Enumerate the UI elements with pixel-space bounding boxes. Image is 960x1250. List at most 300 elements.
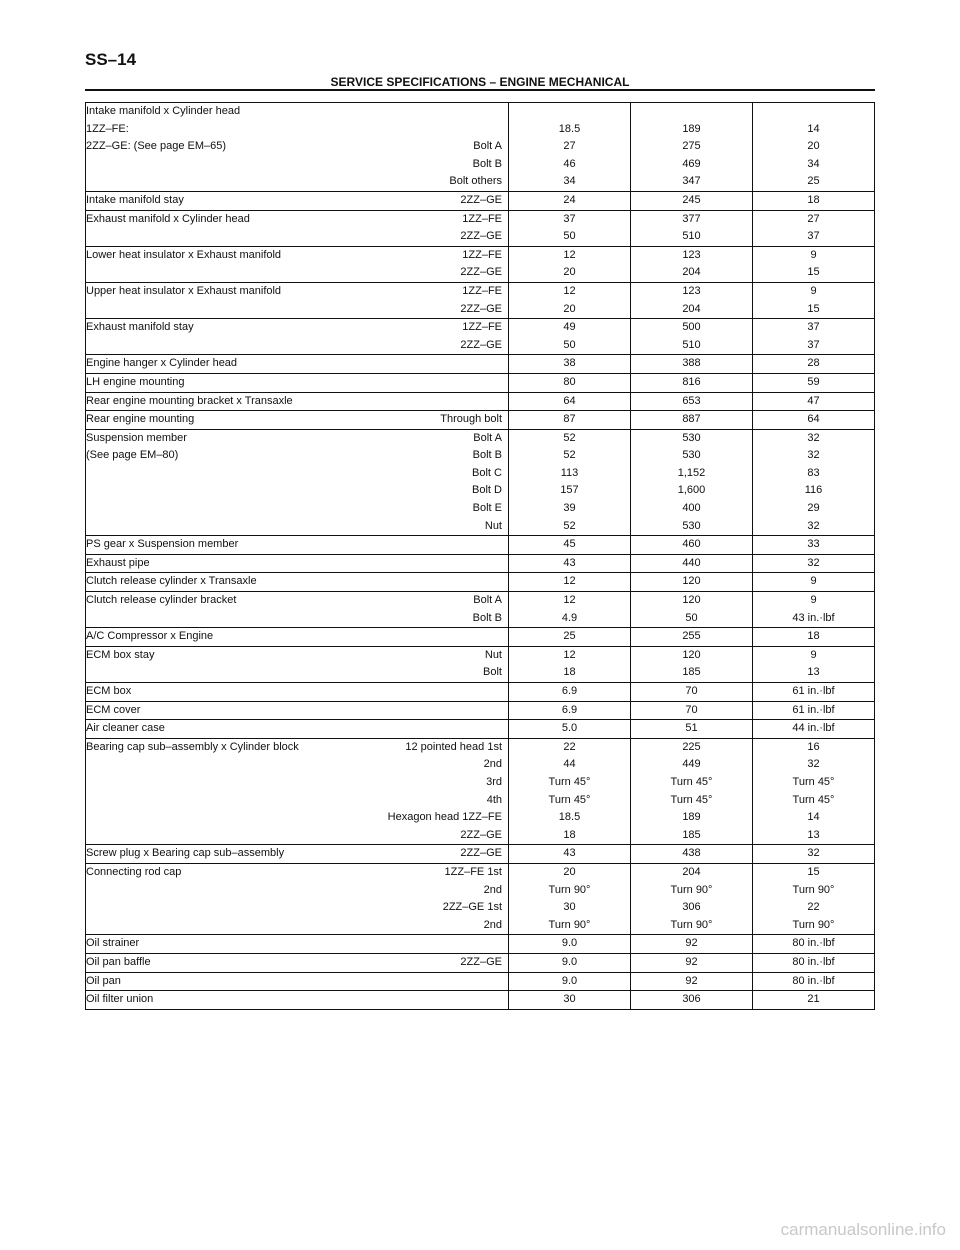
item-condition: Bolt D	[472, 484, 502, 497]
value-cell-ft	[753, 191, 875, 210]
item-condition-list	[460, 211, 502, 246]
value-cell-ft	[753, 953, 875, 972]
value-cell-nm	[509, 683, 631, 702]
value-cell-ft	[753, 411, 875, 430]
table-row	[86, 972, 875, 991]
value-ft: 44 in.·lbf	[792, 722, 835, 735]
value-kgf: 225	[682, 740, 701, 753]
value-ft: 32	[807, 519, 820, 532]
value-cell-nm	[509, 972, 631, 991]
item-condition: Nut	[484, 519, 502, 532]
value-nm: 50	[563, 338, 576, 351]
value-nm: 9.0	[561, 937, 578, 950]
value-cell-kgf	[631, 592, 753, 628]
item-cell	[86, 646, 509, 682]
value-ft: 32	[807, 449, 820, 462]
item-cell	[86, 411, 509, 430]
value-cell-kgf	[631, 319, 753, 355]
item-cell	[86, 701, 509, 720]
value-ft: 13	[807, 666, 820, 679]
value-kgf: 185	[682, 666, 701, 679]
item-condition: Bolt B	[472, 611, 502, 624]
item-cell	[86, 210, 509, 246]
item-cell	[86, 246, 509, 282]
item-condition: Bolt A	[473, 140, 502, 153]
value-cell-kgf	[631, 953, 753, 972]
value-kgf: 816	[682, 375, 701, 388]
value-cell-nm	[509, 373, 631, 392]
item-condition: Bolt others	[449, 175, 502, 188]
value-ft: 32	[807, 556, 820, 569]
value-cell-nm	[509, 953, 631, 972]
value-kgf: 189	[682, 122, 701, 135]
table-row	[86, 282, 875, 318]
value-nm: Turn 90°	[548, 918, 591, 931]
item-condition-list	[440, 411, 502, 429]
item-label: Air cleaner case	[86, 722, 165, 735]
item-label: Exhaust manifold x Cylinder head	[86, 212, 250, 225]
value-nm: 22	[563, 740, 576, 753]
table-row	[86, 701, 875, 720]
item-condition: Bolt A	[473, 594, 502, 607]
value-nm: 50	[563, 230, 576, 243]
value-nm: 12	[563, 248, 576, 261]
value-ft: 15	[807, 302, 820, 315]
value-cell-nm	[509, 720, 631, 739]
value-cell-kgf	[631, 701, 753, 720]
value-ft: 116	[804, 484, 823, 497]
value-kgf: 70	[685, 685, 698, 697]
value-nm: 38	[563, 357, 576, 370]
item-label: Intake manifold x Cylinder head	[86, 105, 241, 117]
item-label: LH engine mounting	[86, 375, 185, 388]
table-row	[86, 210, 875, 246]
value-nm: 12	[563, 648, 576, 661]
item-label: PS gear x Suspension member	[86, 538, 239, 551]
value-ft: Turn 45°	[792, 775, 835, 788]
value-cell-ft	[753, 863, 875, 934]
item-condition-list	[483, 647, 502, 682]
value-nm: 52	[563, 431, 576, 444]
torque-spec-body	[86, 103, 875, 1010]
item-condition	[449, 121, 502, 139]
item-label: Rear engine mounting	[86, 413, 195, 426]
item-label: (See page EM–80)	[86, 449, 179, 462]
value-cell-kgf	[631, 935, 753, 954]
value-ft: 27	[807, 212, 820, 225]
value-cell-ft	[753, 536, 875, 555]
value-cell-nm	[509, 355, 631, 374]
value-kgf: 51	[685, 722, 698, 735]
value-cell-ft	[753, 246, 875, 282]
value-ft: 20	[807, 140, 820, 153]
item-cell	[86, 573, 509, 592]
value-ft: 14	[807, 122, 820, 135]
table-row	[86, 246, 875, 282]
item-label: Clutch release cylinder x Transaxle	[86, 575, 257, 588]
value-ft: 29	[807, 502, 820, 515]
value-kgf: 120	[682, 575, 701, 588]
value-ft: 18	[807, 630, 820, 643]
item-cell	[86, 935, 509, 954]
item-condition: 2ZZ–GE 1st	[442, 901, 502, 914]
value-cell-nm	[509, 863, 631, 934]
item-cell	[86, 592, 509, 628]
value-kgf: 887	[682, 413, 701, 426]
item-condition: 2ZZ–GE	[460, 230, 502, 243]
item-cell	[86, 191, 509, 210]
item-condition: Hexagon head 1ZZ–FE	[387, 811, 502, 824]
item-condition: 4th	[486, 793, 502, 806]
value-kgf: 449	[682, 758, 701, 771]
value-cell-ft	[753, 103, 875, 192]
value-nm: 52	[563, 449, 576, 462]
item-label: Engine hanger x Cylinder head	[86, 357, 238, 370]
value-cell-nm	[509, 573, 631, 592]
value-cell-kgf	[631, 845, 753, 864]
value-ft: 9	[810, 575, 817, 588]
value-cell-ft	[753, 573, 875, 592]
value-kgf: 255	[682, 630, 701, 643]
table-row	[86, 991, 875, 1010]
value-ft: Turn 45°	[792, 793, 835, 806]
value-cell-nm	[509, 646, 631, 682]
item-label: Oil filter union	[86, 993, 154, 1006]
value-kgf: 460	[682, 538, 701, 551]
item-cell	[86, 355, 509, 374]
item-cell	[86, 683, 509, 702]
item-label: Clutch release cylinder bracket	[86, 594, 237, 607]
value-nm: Turn 90°	[548, 883, 591, 896]
value-ft: 14	[807, 811, 820, 824]
table-row	[86, 411, 875, 430]
value-ft: 9	[810, 248, 817, 261]
value-nm: 12	[563, 284, 576, 297]
value-nm: 43	[563, 847, 576, 860]
value-cell-ft	[753, 646, 875, 682]
value-cell-kgf	[631, 738, 753, 845]
item-cell	[86, 536, 509, 555]
value-nm: 30	[563, 993, 576, 1006]
item-condition-list	[443, 864, 502, 934]
table-row	[86, 953, 875, 972]
item-label: Upper heat insulator x Exhaust manifold	[86, 284, 282, 297]
torque-spec-table	[85, 102, 875, 1010]
item-cell	[86, 429, 509, 536]
value-kgf: 275	[682, 140, 701, 153]
item-cell	[86, 282, 509, 318]
value-nm: 46	[563, 157, 576, 170]
value-nm: 4.9	[561, 611, 578, 624]
item-cell	[86, 720, 509, 739]
item-label: Oil pan baffle	[86, 955, 151, 968]
table-row	[86, 646, 875, 682]
value-cell-nm	[509, 738, 631, 845]
value-kgf: 510	[682, 230, 701, 243]
item-condition-list	[460, 845, 502, 863]
value-cell-kgf	[631, 210, 753, 246]
value-cell-ft	[753, 319, 875, 355]
item-condition: 1ZZ–FE 1st	[444, 865, 502, 878]
value-cell-nm	[509, 429, 631, 536]
value-kgf: 530	[682, 519, 701, 532]
table-row	[86, 536, 875, 555]
value-cell-kgf	[631, 373, 753, 392]
value-ft: 32	[807, 847, 820, 860]
value-cell-kgf	[631, 191, 753, 210]
value-nm: 157	[560, 484, 579, 497]
value-kgf: 347	[682, 175, 701, 188]
value-cell-kgf	[631, 392, 753, 411]
value-nm: Turn 45°	[548, 793, 591, 806]
value-cell-kgf	[631, 683, 753, 702]
value-ft: 34	[807, 157, 820, 170]
item-condition-list	[460, 192, 502, 210]
value-cell-nm	[509, 628, 631, 647]
item-condition: Through bolt	[440, 413, 502, 426]
value-cell-nm	[509, 935, 631, 954]
value-kgf: 530	[682, 449, 701, 462]
watermark: carmanualsonline.info	[780, 1220, 946, 1239]
value-ft: 43 in.·lbf	[792, 611, 835, 624]
value-nm: 113	[560, 466, 579, 479]
item-label: ECM cover	[86, 703, 141, 716]
item-cell	[86, 392, 509, 411]
value-ft: Turn 90°	[792, 918, 835, 931]
value-kgf: 530	[682, 431, 701, 444]
value-cell-kgf	[631, 103, 753, 192]
item-condition-list	[460, 954, 502, 972]
value-nm: 43	[563, 556, 576, 569]
item-condition: 2ZZ–GE	[460, 338, 502, 351]
value-ft: 16	[807, 740, 820, 753]
value-cell-kgf	[631, 429, 753, 536]
table-row	[86, 554, 875, 573]
value-ft: 15	[807, 266, 820, 279]
item-condition: 12 pointed head 1st	[405, 740, 502, 753]
table-row	[86, 373, 875, 392]
value-nm: 25	[563, 630, 576, 643]
item-label: Suspension member	[86, 431, 187, 444]
value-kgf: Turn 45°	[670, 775, 713, 788]
value-nm: 27	[563, 140, 576, 153]
item-condition-list	[388, 739, 502, 845]
value-nm: 39	[563, 502, 576, 515]
value-nm: 18	[563, 666, 576, 679]
item-cell	[86, 103, 509, 192]
item-condition	[449, 103, 502, 121]
value-cell-ft	[753, 720, 875, 739]
item-condition-list	[460, 319, 502, 354]
item-condition: 1ZZ–FE	[462, 321, 502, 334]
value-cell-nm	[509, 103, 631, 192]
value-kgf: 1,152	[677, 466, 706, 479]
item-cell	[86, 972, 509, 991]
item-condition: 2nd	[483, 883, 502, 896]
value-nm: 24	[563, 193, 576, 206]
value-cell-nm	[509, 845, 631, 864]
value-kgf: 400	[682, 502, 701, 515]
item-condition: Bolt E	[472, 502, 502, 515]
item-label: Connecting rod cap	[86, 865, 182, 878]
table-row	[86, 683, 875, 702]
value-kgf: 204	[682, 302, 701, 315]
value-kgf: 123	[682, 248, 701, 261]
value-nm: 30	[563, 901, 576, 914]
item-condition-list	[460, 247, 502, 282]
value-nm: 20	[563, 302, 576, 315]
value-kgf: 50	[685, 611, 698, 624]
item-cell	[86, 845, 509, 864]
value-kgf: 185	[682, 828, 701, 841]
item-condition: 3rd	[486, 775, 502, 788]
section-title: SERVICE SPECIFICATIONS – ENGINE MECHANICAL	[330, 75, 630, 89]
value-kgf: 1,600	[677, 484, 706, 497]
value-ft: Turn 90°	[792, 883, 835, 896]
value-nm: 18	[563, 828, 576, 841]
table-row	[86, 573, 875, 592]
value-kgf: 306	[682, 993, 701, 1006]
table-row	[86, 738, 875, 845]
item-cell	[86, 319, 509, 355]
value-ft: 80 in.·lbf	[792, 937, 835, 950]
page-id: SS–14	[85, 50, 137, 69]
item-condition: 2ZZ–GE	[460, 847, 502, 860]
value-kgf: 120	[682, 648, 701, 661]
item-condition: 2ZZ–GE	[460, 193, 502, 206]
item-label: A/C Compressor x Engine	[86, 630, 214, 643]
value-kgf: 500	[682, 321, 701, 334]
value-cell-kgf	[631, 246, 753, 282]
value-cell-kgf	[631, 972, 753, 991]
table-row	[86, 720, 875, 739]
table-row	[86, 863, 875, 934]
value-cell-kgf	[631, 282, 753, 318]
item-cell	[86, 628, 509, 647]
value-kgf: 92	[685, 955, 698, 968]
value-cell-nm	[509, 554, 631, 573]
value-nm: 12	[563, 575, 576, 588]
value-cell-ft	[753, 554, 875, 573]
item-label: ECM box stay	[86, 648, 155, 661]
value-kgf: 204	[682, 266, 701, 279]
table-row	[86, 191, 875, 210]
value-kgf: 92	[685, 974, 698, 987]
item-label: Oil strainer	[86, 937, 140, 950]
table-row	[86, 592, 875, 628]
value-nm: 9.0	[561, 955, 578, 968]
value-cell-kgf	[631, 411, 753, 430]
item-label: Exhaust pipe	[86, 556, 150, 569]
item-label: Exhaust manifold stay	[86, 321, 194, 334]
item-condition-list	[473, 592, 502, 627]
value-ft: 9	[810, 648, 817, 661]
value-nm: 9.0	[561, 974, 578, 987]
item-condition: Bolt B	[472, 157, 502, 170]
value-ft: 37	[807, 230, 820, 243]
item-label: 1ZZ–FE:	[86, 122, 129, 135]
value-nm: 44	[563, 758, 576, 771]
value-kgf: 189	[682, 811, 701, 824]
item-condition: Nut	[484, 648, 502, 661]
value-ft: 33	[807, 538, 820, 551]
value-kgf: 92	[685, 937, 698, 950]
value-ft: 15	[807, 865, 820, 878]
value-kgf: 653	[682, 394, 701, 407]
value-nm: 6.9	[561, 685, 578, 697]
value-kgf: 469	[682, 157, 701, 170]
table-row	[86, 935, 875, 954]
item-label: Screw plug x Bearing cap sub–assembly	[86, 847, 285, 860]
value-nm: 52	[563, 519, 576, 532]
value-ft: 37	[807, 338, 820, 351]
item-label: Oil pan	[86, 974, 121, 987]
value-kgf: 388	[682, 357, 701, 370]
value-kgf: Turn 90°	[670, 918, 713, 931]
value-cell-ft	[753, 935, 875, 954]
value-ft: 61 in.·lbf	[792, 685, 835, 697]
value-nm: 49	[563, 321, 576, 334]
item-label: ECM box	[86, 685, 132, 697]
value-kgf: 70	[685, 703, 698, 716]
item-label: Intake manifold stay	[86, 193, 184, 206]
value-kgf: 440	[682, 556, 701, 569]
item-label: Lower heat insulator x Exhaust manifold	[86, 248, 282, 261]
item-cell	[86, 863, 509, 934]
value-cell-nm	[509, 701, 631, 720]
value-ft: 47	[807, 394, 820, 407]
item-condition: 2ZZ–GE	[460, 955, 502, 968]
value-cell-ft	[753, 355, 875, 374]
table-row	[86, 845, 875, 864]
value-cell-ft	[753, 282, 875, 318]
value-ft: 13	[807, 828, 820, 841]
item-condition: 2nd	[483, 758, 502, 771]
item-condition: Bolt A	[473, 431, 502, 444]
value-kgf: 438	[682, 847, 701, 860]
header-rule	[85, 89, 875, 91]
value-cell-kgf	[631, 536, 753, 555]
item-condition-list	[472, 430, 502, 536]
value-cell-ft	[753, 628, 875, 647]
value-cell-kgf	[631, 573, 753, 592]
item-cell	[86, 554, 509, 573]
value-ft: 9	[810, 284, 817, 297]
value-cell-ft	[753, 373, 875, 392]
value-cell-ft	[753, 845, 875, 864]
value-ft: 28	[807, 357, 820, 370]
value-nm: 6.9	[561, 703, 578, 716]
value-nm: 45	[563, 538, 576, 551]
value-cell-ft	[753, 972, 875, 991]
item-condition-list	[449, 103, 502, 191]
table-row	[86, 392, 875, 411]
value-nm: 5.0	[561, 722, 578, 735]
table-row	[86, 103, 875, 192]
value-kgf: 377	[682, 212, 701, 225]
item-condition: 1ZZ–FE	[462, 248, 502, 261]
value-cell-kgf	[631, 554, 753, 573]
item-label: Bearing cap sub–assembly x Cylinder block	[86, 740, 299, 753]
table-row	[86, 429, 875, 536]
value-ft: 80 in.·lbf	[792, 955, 835, 968]
value-ft: 22	[807, 901, 820, 914]
value-cell-nm	[509, 991, 631, 1010]
value-cell-kgf	[631, 628, 753, 647]
value-cell-nm	[509, 392, 631, 411]
value-cell-ft	[753, 738, 875, 845]
value-cell-nm	[509, 536, 631, 555]
